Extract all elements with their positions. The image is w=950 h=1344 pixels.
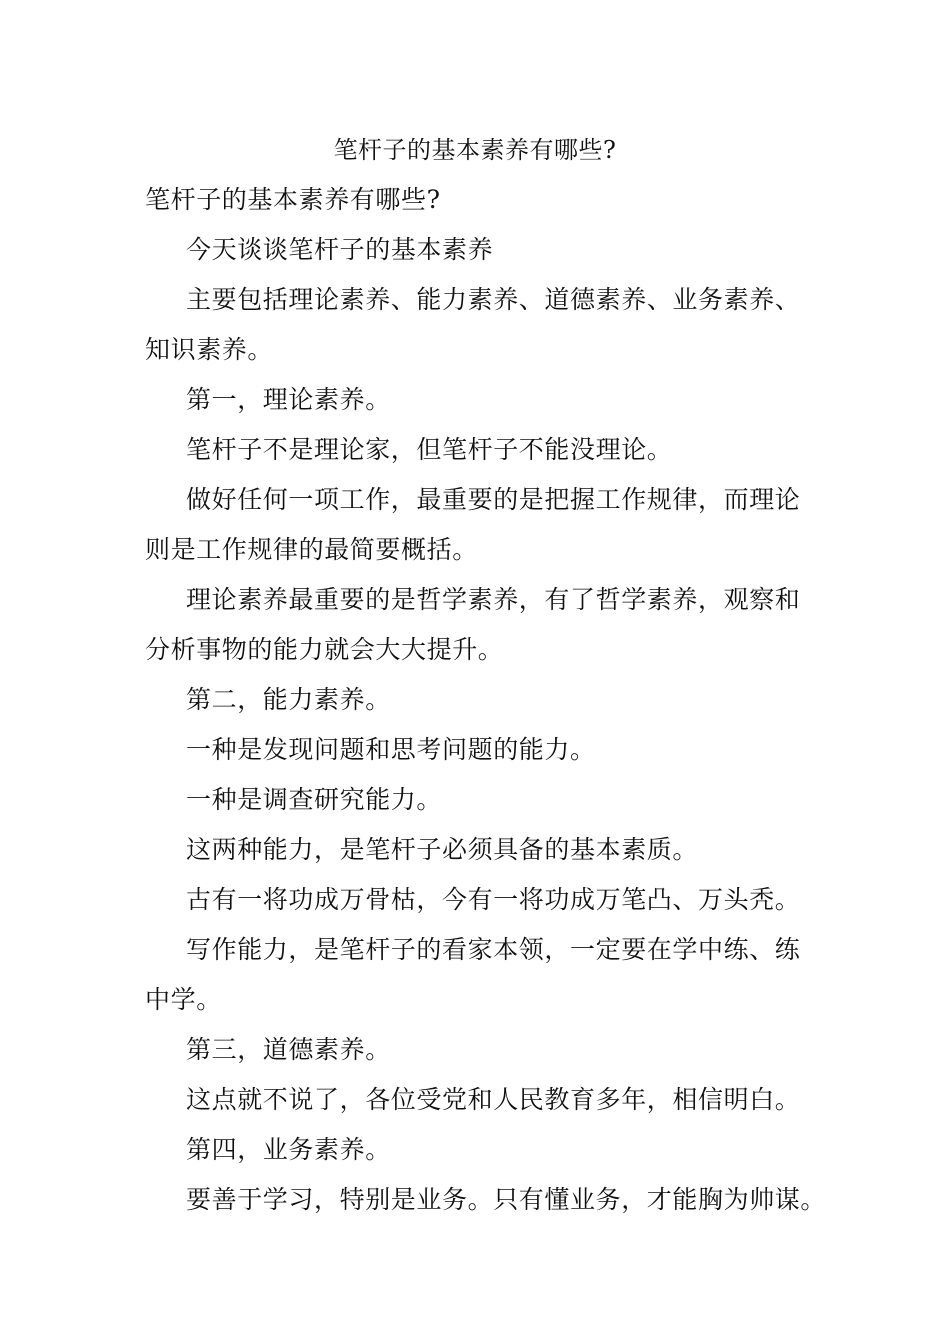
text-line: 主要包括理论素养、能力素养、道德素养、业务素养、 [186, 285, 801, 314]
text-line: 第一，理论素养。 [186, 385, 391, 414]
text-line: 这点就不说了，各位受党和人民教育多年，相信明白。 [186, 1085, 801, 1114]
text-line: 一种是调查研究能力。 [186, 785, 443, 814]
document-title: 笔杆子的基本素养有哪些? [333, 136, 617, 164]
text-line: 今天谈谈笔杆子的基本素养 [186, 235, 494, 264]
text-line: 笔杆子的基本素养有哪些? [145, 185, 441, 214]
text-line: 笔杆子不是理论家，但笔杆子不能没理论。 [186, 435, 673, 464]
text-line: 第二，能力素养。 [186, 685, 391, 714]
text-line: 中学。 [145, 985, 222, 1014]
text-line: 第四，业务素养。 [186, 1135, 391, 1164]
text-line: 要善于学习，特别是业务。只有懂业务，才能胸为帅谋。 [186, 1185, 827, 1214]
text-line: 第三，道德素养。 [186, 1035, 391, 1064]
text-line: 写作能力，是笔杆子的看家本领，一定要在学中练、练 [186, 935, 801, 964]
text-line: 分析事物的能力就会大大提升。 [145, 635, 504, 664]
text-line: 做好任何一项工作，最重要的是把握工作规律，而理论 [186, 485, 801, 514]
text-line: 古有一将功成万骨枯，今有一将功成万笔凸、万头秃。 [186, 885, 801, 914]
text-line: 则是工作规律的最简要概括。 [145, 535, 478, 564]
text-line: 知识素养。 [145, 335, 274, 364]
text-line: 一种是发现问题和思考问题的能力。 [186, 735, 596, 764]
text-line: 理论素养最重要的是哲学素养，有了哲学素养，观察和 [186, 585, 801, 614]
text-line: 这两种能力，是笔杆子必须具备的基本素质。 [186, 835, 699, 864]
